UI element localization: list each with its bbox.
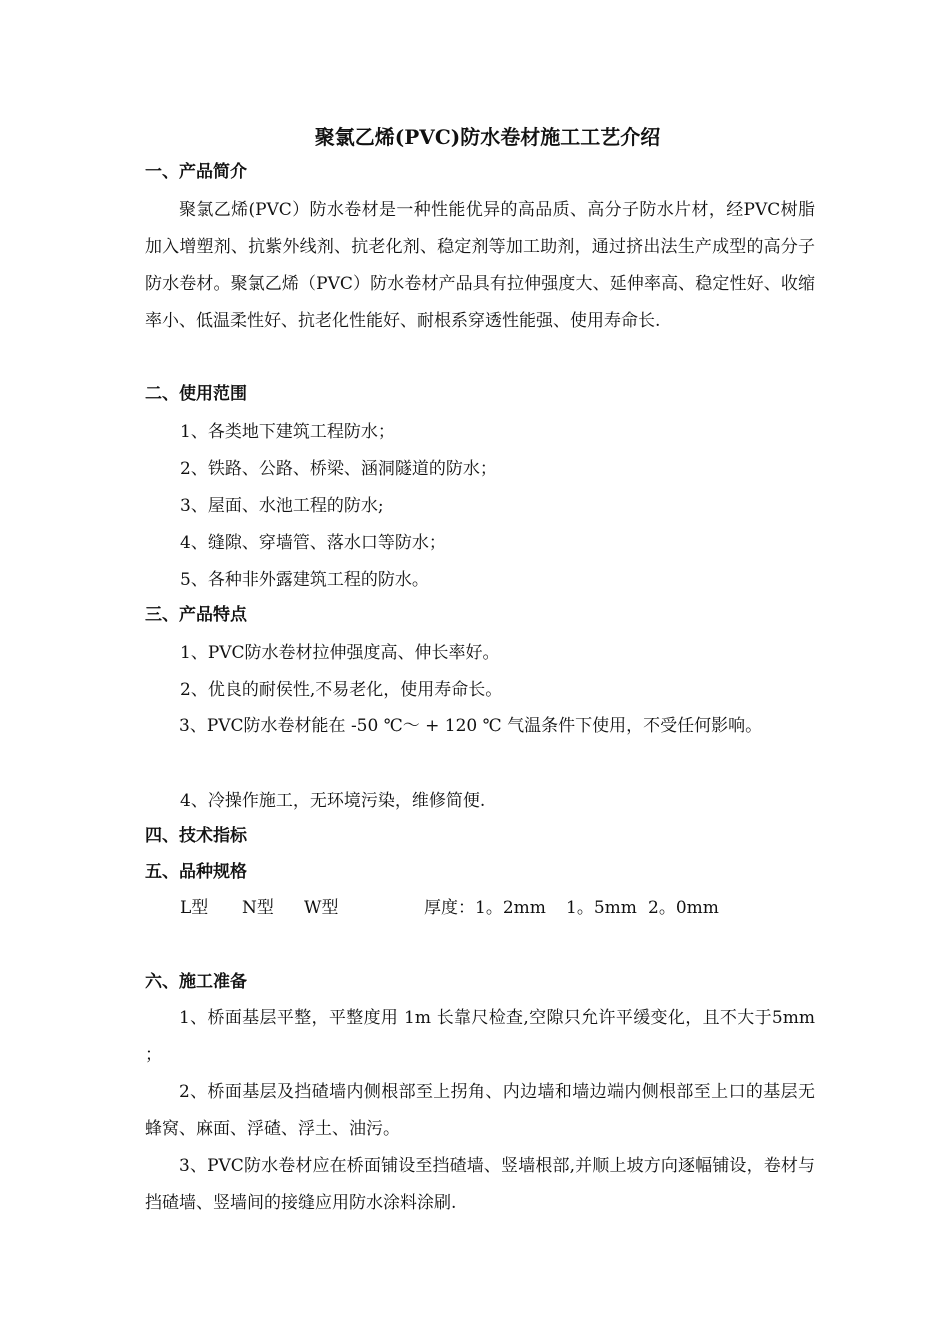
- usage-item: 4、缝隙、穿墙管、落水口等防水；: [180, 533, 446, 553]
- section-heading-product-features: 三、产品特点: [145, 605, 247, 625]
- feature-item: 1、PVC防水卷材拉伸强度高、伸长率好。: [180, 643, 500, 663]
- type-n: N型: [242, 898, 274, 918]
- section-heading-product-intro: 一、产品简介: [145, 162, 247, 182]
- product-intro-paragraph: 聚氯乙烯(PVC）防水卷材是一种性能优异的高品质、高分子防水片材，经PVC树脂加入增塑剂、抗紫外线剂、抗老化剂、稳定剂等加工助剂，通过挤出法生产成型的高分子防水卷材。聚氯乙烯（PVC）防水卷材产品具有拉伸强度大、延伸率高、稳定性好、收缩率小、低温柔性好、抗老化性能好、耐根系穿透性能强、使用寿命长.: [145, 200, 815, 331]
- section-heading-technical-specs: 四、技术指标: [145, 826, 247, 846]
- type-l: L型: [180, 898, 209, 918]
- usage-item: 3、屋面、水池工程的防水;: [180, 496, 384, 516]
- thickness-value: 1。5mm: [566, 898, 637, 918]
- thickness-label: 厚度：1。2mm: [424, 898, 546, 918]
- document-title: 聚氯乙烯(PVC)防水卷材施工工艺介绍: [314, 125, 661, 149]
- type-w: W型: [304, 898, 339, 918]
- section-heading-variety-specs: 五、品种规格: [145, 862, 247, 882]
- usage-item: 1、各类地下建筑工程防水；: [180, 422, 395, 442]
- feature-item-temperature: 3、PVC防水卷材能在 -50 ℃～ + 120 ℃ 气温条件下使用，不受任何影响。: [179, 716, 763, 736]
- prep-item-3: 3、PVC防水卷材应在桥面铺设至挡碴墙、竖墙根部,并顺上坡方向逐幅铺设，卷材与挡碴墙、竖墙间的接缝应用防水涂料涂刷.: [145, 1156, 815, 1213]
- section-heading-construction-prep: 六、施工准备: [145, 972, 247, 992]
- prep-item-1: 1、桥面基层平整，平整度用 1m 长靠尺检查,空隙只允许平缓变化，且不大于5mm ；: [145, 1008, 815, 1065]
- usage-item: 2、铁路、公路、桥梁、涵洞隧道的防水；: [180, 459, 497, 479]
- feature-item: 2、优良的耐侯性,不易老化，使用寿命长。: [180, 680, 503, 700]
- variety-spec-row: [180, 896, 719, 920]
- usage-item: 5、各种非外露建筑工程的防水。: [180, 570, 429, 590]
- thickness-value: 2。0mm: [648, 898, 719, 918]
- feature-item: 4、冷操作施工，无环境污染，维修简便.: [180, 791, 486, 811]
- section-heading-usage-scope: 二、使用范围: [145, 384, 247, 404]
- prep-item-2: 2、桥面基层及挡碴墙内侧根部至上拐角、内边墙和墙边端内侧根部至上口的基层无蜂窝、麻面、浮碴、浮土、油污。: [145, 1082, 815, 1139]
